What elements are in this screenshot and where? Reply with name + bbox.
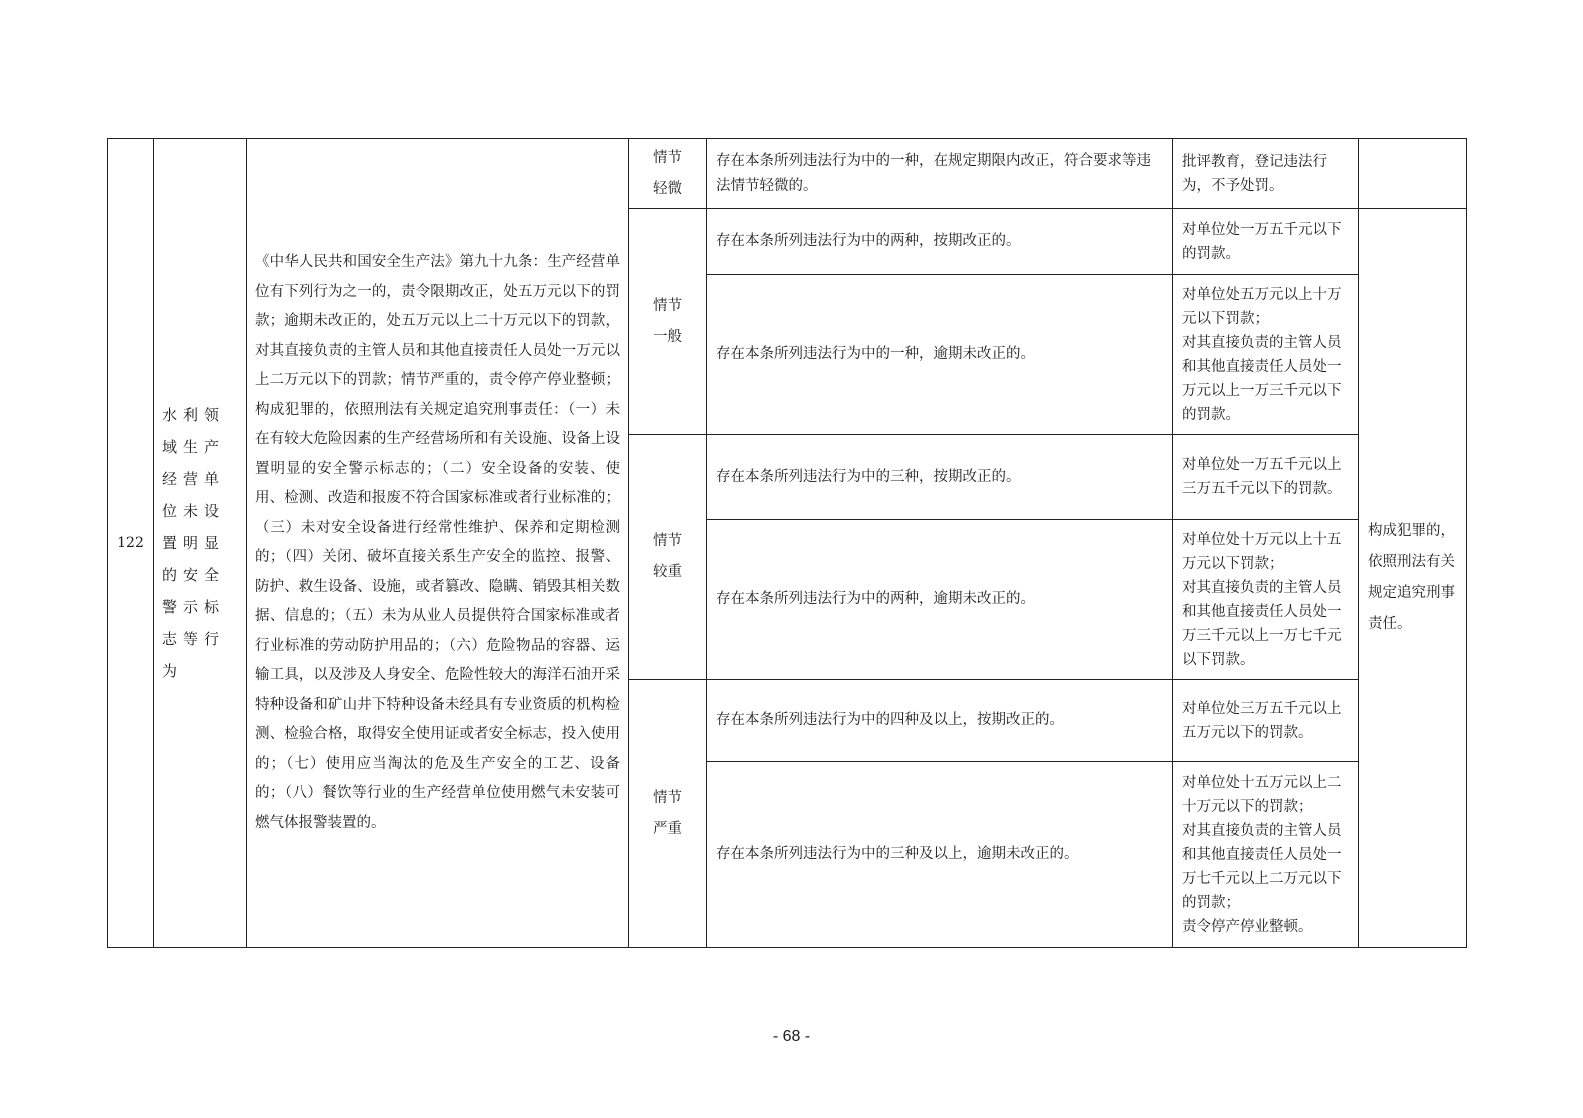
circumstance-cell: 存在本条所列违法行为中的四种及以上，按期改正的。 bbox=[707, 680, 1173, 762]
penalty-cell bbox=[1173, 762, 1359, 948]
circumstance-cell: 存在本条所列违法行为中的两种，逾期未改正的。 bbox=[707, 520, 1173, 680]
level-label-line: 情节 bbox=[653, 789, 682, 806]
penalty-line: 对其直接负责的主管人员和其他直接责任人员处一万三千元以上一万七千元以下罚款。 bbox=[1182, 579, 1342, 668]
level-label-line: 轻微 bbox=[653, 180, 682, 197]
level-label-line: 情节 bbox=[653, 297, 682, 314]
penalty-line: 对单位处一万五千元以上三万五千元以下的罚款。 bbox=[1182, 457, 1342, 497]
penalty-cell bbox=[1173, 275, 1359, 435]
level-label-line: 一般 bbox=[653, 328, 682, 345]
level-label-line: 严重 bbox=[653, 820, 682, 837]
penalty-line: 对其直接负责的主管人员和其他直接责任人员处一万元以上一万三千元以下的罚款。 bbox=[1182, 334, 1342, 423]
penalty-cell bbox=[1173, 520, 1359, 680]
level-label bbox=[629, 435, 707, 680]
note-cell-empty bbox=[1359, 139, 1467, 209]
row-number: 122 bbox=[108, 139, 154, 948]
penalty-line: 对单位处十万元以上十五万元以下罚款； bbox=[1182, 531, 1342, 572]
penalty-cell bbox=[1173, 209, 1359, 275]
penalty-line: 对其直接负责的主管人员和其他直接责任人员处一万七千元以上二万元以下的罚款； bbox=[1182, 822, 1342, 911]
note-cell: 构成犯罪的，依照刑法有关规定追究刑事责任。 bbox=[1359, 209, 1467, 948]
penalty-line: 对单位处五万元以上十万元以下罚款； bbox=[1182, 286, 1342, 327]
circumstance-cell: 存在本条所列违法行为中的三种，按期改正的。 bbox=[707, 435, 1173, 520]
circumstance-cell: 存在本条所列违法行为中的一种，在规定期限内改正，符合要求等违法情节轻微的。 bbox=[707, 139, 1173, 209]
level-label-line: 情节 bbox=[653, 533, 682, 549]
level-label bbox=[629, 139, 707, 209]
penalty-line: 批评教育，登记违法行为，不予处罚。 bbox=[1182, 153, 1327, 194]
level-label-line: 较重 bbox=[653, 564, 682, 580]
penalty-cell bbox=[1173, 435, 1359, 520]
circumstance-cell: 存在本条所列违法行为中的两种，按期改正的。 bbox=[707, 209, 1173, 275]
penalty-standard-table bbox=[107, 138, 1467, 948]
circumstance-cell: 存在本条所列违法行为中的一种，逾期未改正的。 bbox=[707, 275, 1173, 435]
penalty-cell bbox=[1173, 680, 1359, 762]
page-number: - 68 - bbox=[772, 1028, 811, 1045]
penalty-line: 对单位处三万五千元以上五万元以下的罚款。 bbox=[1182, 700, 1342, 741]
penalty-line: 责令停产停业整顿。 bbox=[1182, 918, 1313, 935]
violation-title: 水利领域生产经营单位未设置明显的安全警示标志等行为 bbox=[154, 139, 247, 948]
legal-basis: 《中华人民共和国安全生产法》第九十九条：生产经营单位有下列行为之一的，责令限期改正，处五万元以下的罚款；逾期未改正的，处五万元以上二十万元以下的罚款，对其直接负责的主管人员和其他直接责任人员处一万元以上二万元以下的罚款；情节严重的，责令停产停业整顿；构成犯罪的，依照刑法有关规定追究刑事责任：（一）未在有较大危险因素的生产经营场所和有关设施、设备上设置明显的安全警示标志的；（二）安全设备的安装、使用、检测、改造和报废不符合国家标准或者行业标准的；（三）未对安全设备进行经常性维护、保养和定期检测的；（四）关闭、破坏直接关系生产安全的监控、报警、防护、救生设备、设施，或者篡改、隐瞒、销毁其相关数据、信息的；（五）未为从业人员提供符合国家标准或者行业标准的劳动防护用品的；（六）危险物品的容器、运输工具，以及涉及人身安全、危险性较大的海洋石油开采特种设备和矿山井下特种设备未经具有专业资质的机构检测、检验合格，取得安全使用证或者安全标志，投入使用的；（七）使用应当淘汰的危及生产安全的工艺、设备的；（八）餐饮等行业的生产经营单位使用燃气未安装可燃气体报警装置的。 bbox=[247, 139, 629, 948]
level-label bbox=[629, 680, 707, 948]
circumstance-cell: 存在本条所列违法行为中的三种及以上，逾期未改正的。 bbox=[707, 762, 1173, 948]
penalty-line: 对单位处一万五千元以下的罚款。 bbox=[1182, 221, 1342, 262]
penalty-cell bbox=[1173, 139, 1359, 209]
level-label bbox=[629, 209, 707, 435]
level-label-line: 情节 bbox=[653, 149, 682, 166]
penalty-line: 对单位处十五万元以上二十万元以下的罚款； bbox=[1182, 774, 1342, 815]
